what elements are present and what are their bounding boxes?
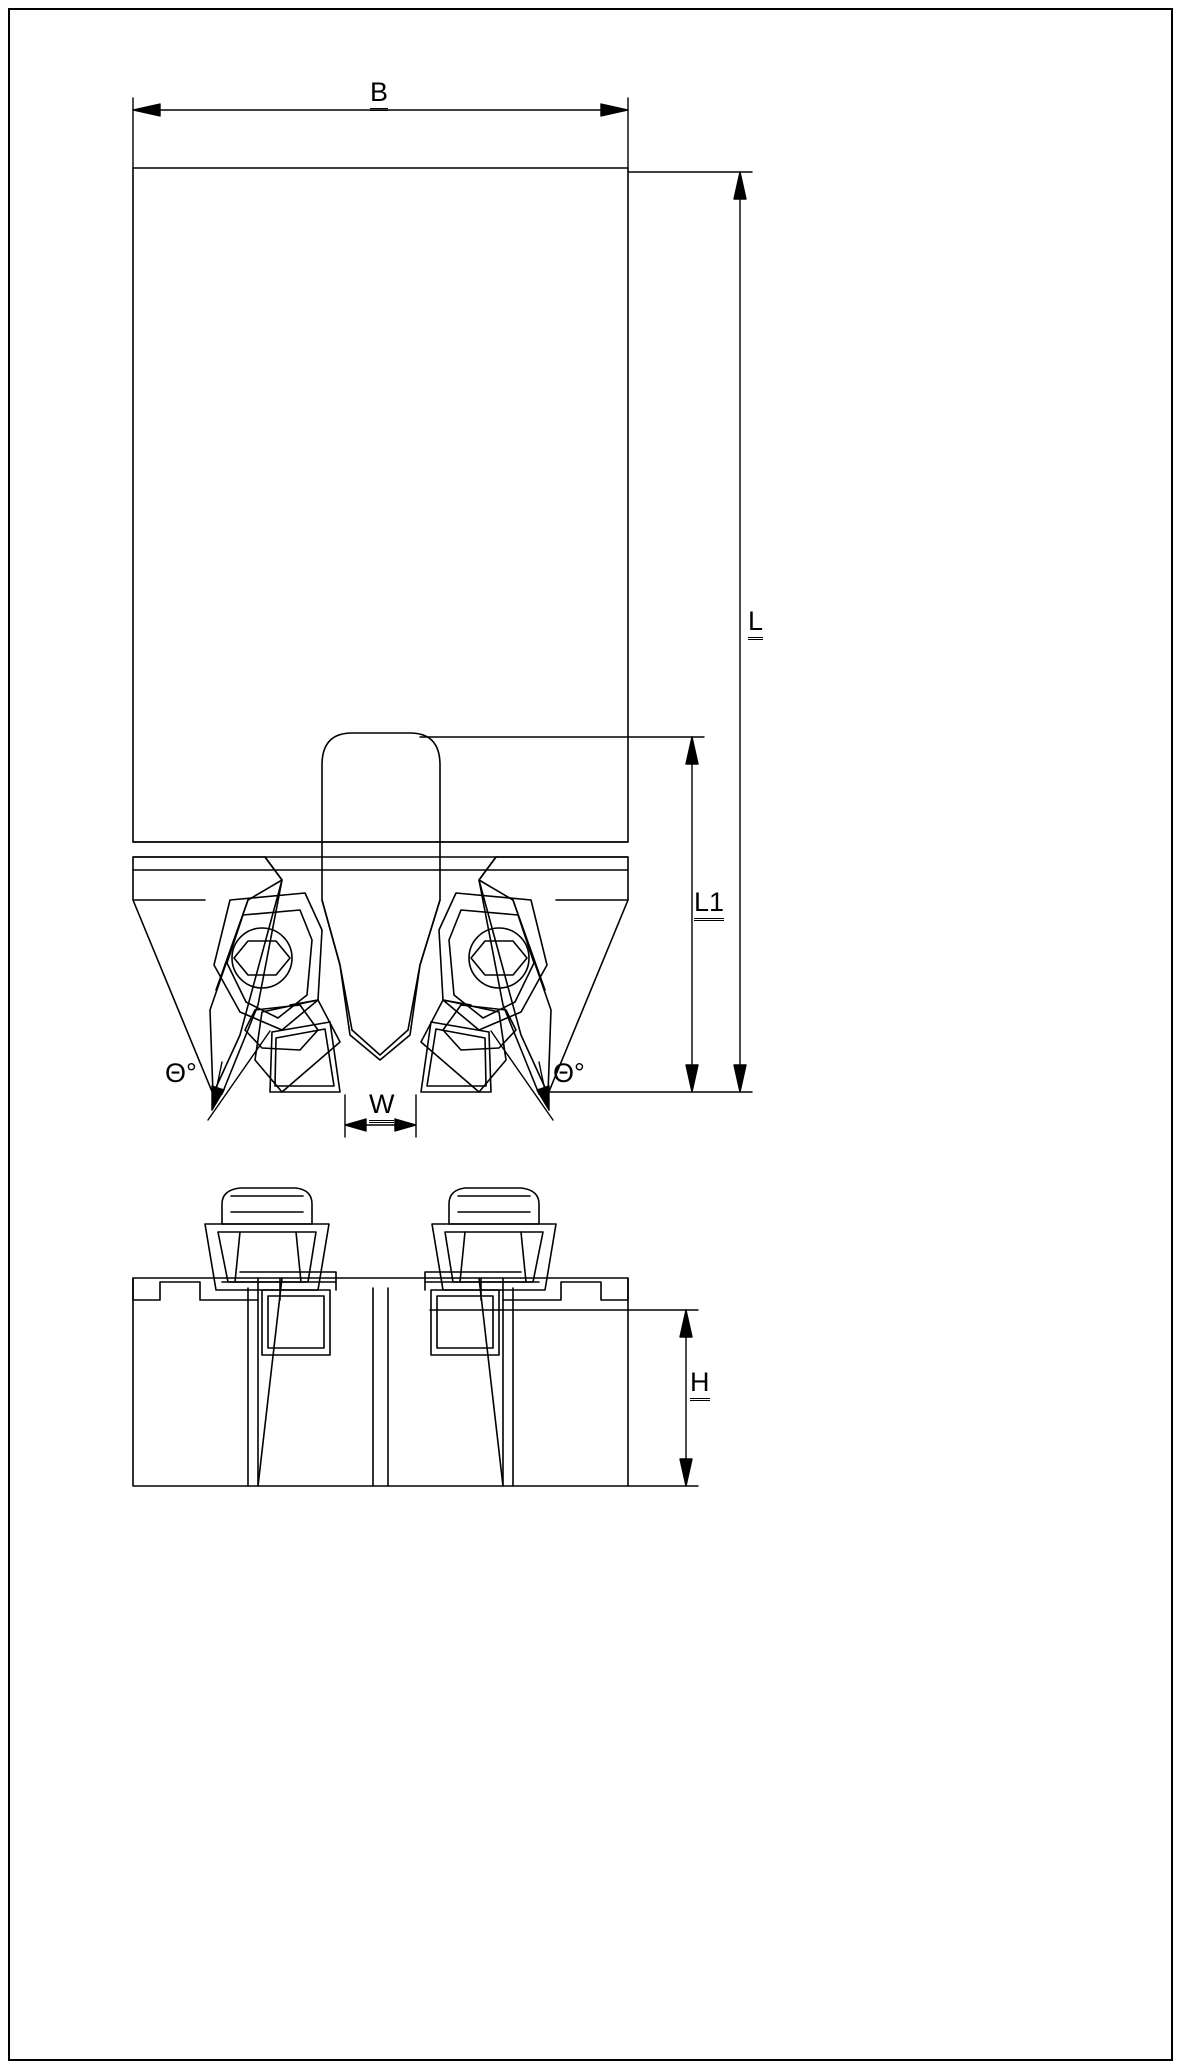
dimension-L: [540, 172, 752, 1092]
dimension-L1: [420, 737, 704, 1092]
dimension-label-H: H: [690, 1368, 710, 1401]
dimension-theta-right: [491, 1031, 553, 1120]
dimension-label-W: W: [369, 1090, 394, 1123]
front-view-head: [133, 733, 628, 1094]
bottom-view-body: [133, 1278, 628, 1486]
dimension-label-L1: L1: [694, 888, 724, 921]
bottom-view-left-insert-assembly: [205, 1188, 336, 1355]
dimension-label-theta-left: Θ°: [165, 1058, 197, 1088]
bottom-view-right-insert-assembly: [425, 1188, 556, 1355]
dimension-H: [430, 1310, 698, 1486]
dimension-label-B: B: [370, 78, 388, 111]
dimension-label-L: L: [748, 607, 763, 640]
front-view-left-insert-assembly: [214, 893, 340, 1092]
dimension-label-theta-right: Θ°: [553, 1058, 585, 1088]
dimension-theta-left: [208, 1031, 270, 1120]
front-view-right-insert-assembly: [421, 893, 547, 1092]
front-view-shank: [133, 168, 628, 870]
